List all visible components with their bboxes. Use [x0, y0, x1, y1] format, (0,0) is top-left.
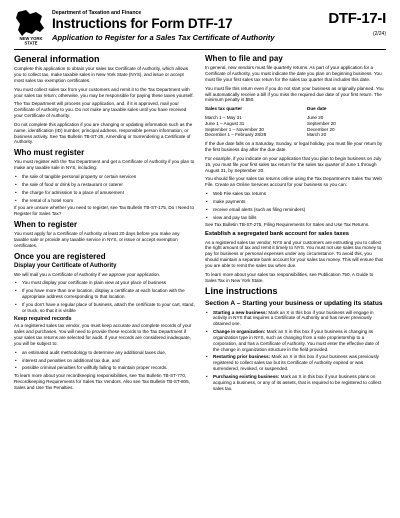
- revision-date: (2/24): [372, 31, 386, 37]
- once-heading: Once you are registered: [14, 251, 106, 261]
- item-lead: Starting a new business:: [213, 309, 268, 315]
- list-item: • Web File sales tax returns: [205, 191, 386, 197]
- table-cell: March 20: [307, 132, 327, 138]
- general-paragraph-3: The Tax Department will process your application, and, if it is approved, mail your Certificate of Authority to you. Do not make any taxable sales until you have received your Certificate of Authority.: [14, 101, 187, 119]
- svg-text:STATE: STATE: [24, 40, 38, 46]
- general-heading: General information: [14, 54, 100, 64]
- item-text: Mark an X in this box if your business was previously registered to collect sales tax but its Certificate of Authority expired or was surrendered, revoked, or suspended.: [213, 354, 379, 372]
- item-lead: Restarting prior business:: [213, 354, 271, 360]
- table-cell: March 1 – May 31: [205, 114, 242, 120]
- table-cell: December 1 – February 28/29: [205, 132, 267, 138]
- table-cell: June 20: [307, 114, 324, 120]
- table-header: Due date: [307, 106, 327, 112]
- list-item: • If you have more than one location, display a certificate at each location with the appropriate address corresponding to that location.: [14, 288, 195, 300]
- svg-text:NEW YORK: NEW YORK: [19, 36, 43, 41]
- item-text: Mark an X in this box if your business plans on acquiring a business, or any of its assets, that is required to be registered to collect sales tax.: [213, 373, 382, 391]
- list-item: • the charge for admission to a place of amusement: [14, 190, 195, 196]
- table-cell: December 20: [307, 126, 335, 132]
- item-lead: Change in organization:: [213, 329, 266, 335]
- left-column: [14, 54, 195, 394]
- keep-heading: Keep required records: [14, 315, 72, 322]
- file-paragraph-6: See Tax Bulletin TB-ST-275, Filing Requirements for Sales and Use Tax Returns.: [205, 222, 370, 228]
- list-item: • receive email alerts (such as filing reminders): [205, 207, 386, 213]
- file-heading: When to file and pay: [205, 54, 283, 63]
- when-heading: When to register: [14, 220, 78, 230]
- list-item: • view and pay tax bills: [205, 215, 386, 221]
- keep-paragraph-1: As a registered sales tax vendor, you must keep accurate and complete records of your sales and purchases. You will need to provide these records to the Tax Department if your sales tax returns are selected for audit. If your records are considered inadequate, you will be subject to:: [14, 323, 192, 346]
- file-paragraph-3: If the due date falls on a Saturday, Sunday, or legal holiday, you must file your return by the first business day after the due date.: [205, 141, 383, 153]
- item-lead: Purchasing existing business:: [213, 373, 280, 379]
- list-item: • an estimated audit methodology to determine any additional taxes due,: [14, 350, 195, 356]
- who-paragraph-1: You must register with the Tax Department and get a Certificate of Authority if you plan to make any taxable sale in NYS, including:: [14, 159, 195, 171]
- table-cell: September 20: [307, 120, 336, 126]
- list-item: • interest and penalties on additional tax due, and: [14, 358, 195, 364]
- section-a-heading: Section A – Starting your business or updating its status: [205, 299, 383, 307]
- list-item: • possible criminal penalties for willfully failing to maintain proper records.: [14, 365, 195, 371]
- list-item: [205, 329, 386, 352]
- file-paragraph-1: In general, new vendors must file quarterly returns. As part of your application for a Certificate of Authority, you must indicate the date you plan on beginning business. You must file your first sales tax return for the sales tax quarter that includes this date.: [205, 65, 382, 82]
- display-paragraph-1: We will mail you a Certificate of Authority if we approve your application.: [14, 271, 161, 277]
- form-number: DTF-17-I: [328, 10, 386, 27]
- list-item: • the sale of tangible personal property or certain services: [14, 174, 195, 180]
- list-item: • You must display your certificate in plain view at your place of business: [14, 280, 195, 286]
- item-text: Mark an X in this box if your business is changing its organization type in NYS, such as changing from a sole proprietorship to a corporation, and has a Certificate of Authority. You must enter the effective date of the change in organization structure in the field provided.: [213, 329, 380, 352]
- keep-paragraph-2: To learn more about your recordkeeping responsibilities, see Tax Bulletin TB-ST-770, Recordkeeping Requirements for Sales Tax Vendors. Also see Tax Bulletin TB-ST-805, Sales and Use Tax Penalties.: [14, 373, 190, 390]
- general-paragraph-1: Complete this application to obtain your sales tax Certificate of Authority, which allows you to collect tax, make taxable sales in New York State (NYS), and issue or accept most sales tax exemption certificates.: [14, 66, 189, 83]
- department-name: Department of Taxation and Finance: [52, 10, 142, 16]
- table-header-row: [205, 106, 386, 112]
- when-paragraph-1: You must apply for a Certificate of Authority at least 20 days before you make any taxable sale or provide any taxable service in NYS, or issue or accept exemption certificates.: [14, 231, 180, 248]
- line-instructions-heading: Line instructions: [205, 286, 278, 297]
- general-paragraph-2: You must collect sales tax from your customers and remit it to the Tax Department with your sales tax return; otherwise, you may be responsible for paying these taxes yourself.: [14, 86, 194, 98]
- nys-logo-icon: [14, 8, 48, 46]
- who-heading: Who must register: [14, 148, 85, 158]
- page-subtitle: Application to Register for a Sales Tax Certificate of Authority: [52, 33, 275, 42]
- list-item: [205, 374, 386, 391]
- page-header: [14, 8, 386, 50]
- list-item: • the sale of food or drink by a restaurant or caterer: [14, 182, 195, 188]
- file-paragraph-4: For example, if you indicate on your application that you plan to begin business on July 15, you must file your first sales tax return for the sales tax quarter of June 1 through August 31, by September 20.: [205, 155, 382, 173]
- list-item: • If you don't have a regular place of business, attach the certificate to your cart, stand, or truck, so that it is visible: [14, 302, 195, 314]
- item-text: Mark an X in this box if your business will engage in activity in NYS that requires a Certificate of Authority and has never previously obtained one.: [213, 309, 374, 327]
- file-paragraph-5: You should file your sales tax returns online using the Tax Department's Sales Tax Web File. Create an Online Services account for your business so you can:: [205, 176, 382, 188]
- list-item: [205, 354, 386, 371]
- segregated-paragraph-1: As a registered sales tax vendor, NYS and your customers are entrusting you to collect the right amount of tax and remit it timely to NYS. You must not use sales tax money to pay for business or personal expenses under any circumstance. To avoid this, you should maintain a separate bank account for your sales tax money. This will ensure that you are able to remit the sales tax when due.: [205, 239, 383, 268]
- list-item: • the rental of a hotel room: [14, 198, 195, 204]
- who-paragraph-2: If you are unsure whether you need to register, see Tax Bulletin TB-ST-175, Do I Need to Register for Sales Tax?: [14, 205, 195, 217]
- right-column: [205, 54, 386, 393]
- table-cell: September 1 – November 30: [205, 126, 264, 132]
- general-paragraph-4: Do not complete this application if you are changing or updating information such as the name, identification (ID) number, principal address, responsible person information, or business activity. See Tax Bulletin TB-ST-25, Amending or Surrendering a Certificate of Authority.: [14, 121, 193, 145]
- table-cell: June 1 – August 31: [205, 120, 245, 126]
- table-header: Sales tax quarter: [205, 106, 243, 112]
- segregated-account-heading: Establish a segregated bank account for sales taxes: [205, 231, 350, 238]
- due-date-table: [205, 106, 386, 138]
- display-heading: Display your Certificate of Authority: [14, 262, 117, 269]
- table-row: [205, 132, 386, 138]
- list-item: [205, 310, 386, 327]
- page-title: Instructions for Form DTF-17: [52, 16, 233, 31]
- list-item: • make payments: [205, 199, 386, 205]
- segregated-paragraph-2: To learn more about your sales tax responsibilities, see Publication 750, A Guide to Sales Tax in New York State.: [205, 271, 374, 283]
- file-paragraph-2: You must file this return even if you do not start your business as originally planned. You will automatically receive a bill if you miss the required due date of your first return. The minimum penalty is $50.: [205, 85, 384, 103]
